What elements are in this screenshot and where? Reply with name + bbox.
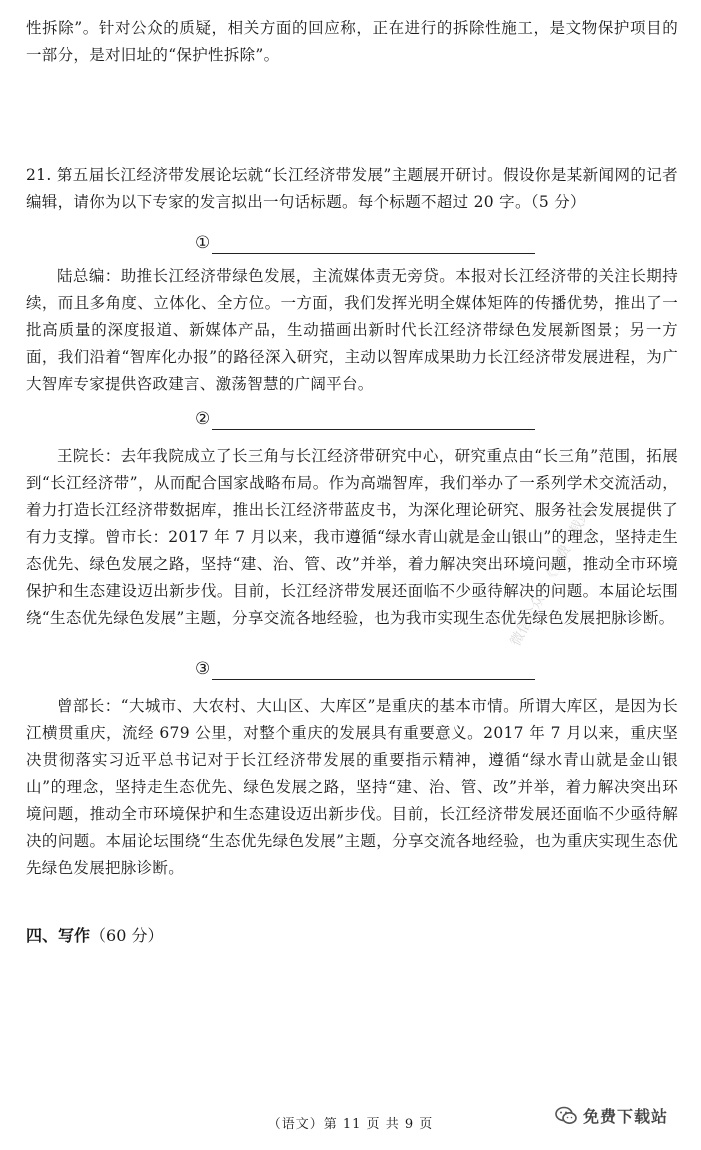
wechat-icon	[555, 1106, 577, 1126]
page-footer: （语文）第 11 页 共 9 页	[267, 1117, 434, 1132]
answer-number: ③	[195, 659, 211, 679]
speech-wang: 王院长：去年我院成立了长三角与长江经济带研究中心，研究重点由“长三角”范围，拓展到“长江经济带”，从而配合国家战略布局。作为高端智库，我们举办了一系列学术交流活动，着力打造长江经济带数据库，推出长江经济带蓝皮书，为深化理论研究、服务社会发展提供了有力支撑。曾市长：2017 年 7 月以来，我市遵循“绿水青山就是金山银山”的理念，坚持走生态优先、绿色发展之路，坚持“建、治、管、改”并举，着力解决突出环境问题，推动全市环境保护和生态建设迈出新步伐。目前，长江经济带发展还面临不少亟待解决的问题。本届论坛围绕“生态优先绿色发展”主题，分享交流各地经验，也为我市实现生态优先绿色发展把脉诊断。	[26, 447, 678, 627]
answer-line-3[interactable]	[195, 654, 535, 680]
speech-lu: 陆总编：助推长江经济带绿色发展，主流媒体责无旁贷。本报对长江经济带的关注长期持续，而且多角度、立体化、全方位。一方面，我们发挥光明全媒体矩阵的传播优势，推出了一批高质量的深度报道、新媒体产品，生动描画出新时代长江经济带绿色发展新图景；另一方面，我们沿着“智库化办报”的路径深入研究，主动以智库成果助力长江经济带发展进程，为广大智库专家提供咨政建言、激荡智慧的广阔平台。	[26, 267, 678, 393]
watermark: 微信公众号《免费下载站》	[507, 493, 601, 649]
answer-rule	[212, 661, 535, 680]
answer-number: ②	[195, 409, 211, 429]
answer-number: ①	[195, 233, 211, 253]
answer-rule	[212, 235, 535, 254]
section-4-title: 四、写作	[26, 926, 91, 945]
answer-line-2[interactable]	[195, 404, 535, 430]
speech-zeng: 曾部长：“大城市、大农村、大山区、大库区”是重庆的基本市情。所谓大库区，是因为长江横贯重庆，流经 679 公里，对整个重庆的发展具有重要意义。2017 年 7 月以来，重庆坚决贯彻落实习近平总书记对于长江经济带发展的重要指示精神，遵循“绿水青山就是金山银山”的理念，坚持走生态优先、绿色发展之路，坚持“建、治、管、改”并举，着力解决突出环境问题，推动全市环境保护和生态建设迈出新步伐。目前，长江经济带发展还面临不少亟待解决的问题。本届论坛围绕“生态优先绿色发展”主题，分享交流各地经验，也为重庆实现生态优先绿色发展把脉诊断。	[26, 697, 678, 877]
logo-text: 免费下载站	[583, 1107, 669, 1126]
section-4-heading	[26, 922, 163, 949]
site-logo	[555, 1104, 668, 1127]
section-4-points: （60 分）	[90, 926, 164, 945]
top-paragraph: 性拆除”。针对公众的质疑，相关方面的回应称，正在进行的拆除性施工，是文物保护项目的一部分，是对旧址的“保护性拆除”。	[26, 19, 678, 64]
answer-line-1[interactable]	[195, 228, 535, 254]
question-21: 21. 第五届长江经济带发展论坛就“长江经济带发展”主题展开研讨。假设你是某新闻网的记者编辑，请你为以下专家的发言拟出一句话标题。每个标题不超过 20 字。（5 分）	[26, 166, 678, 211]
answer-rule	[212, 411, 535, 430]
